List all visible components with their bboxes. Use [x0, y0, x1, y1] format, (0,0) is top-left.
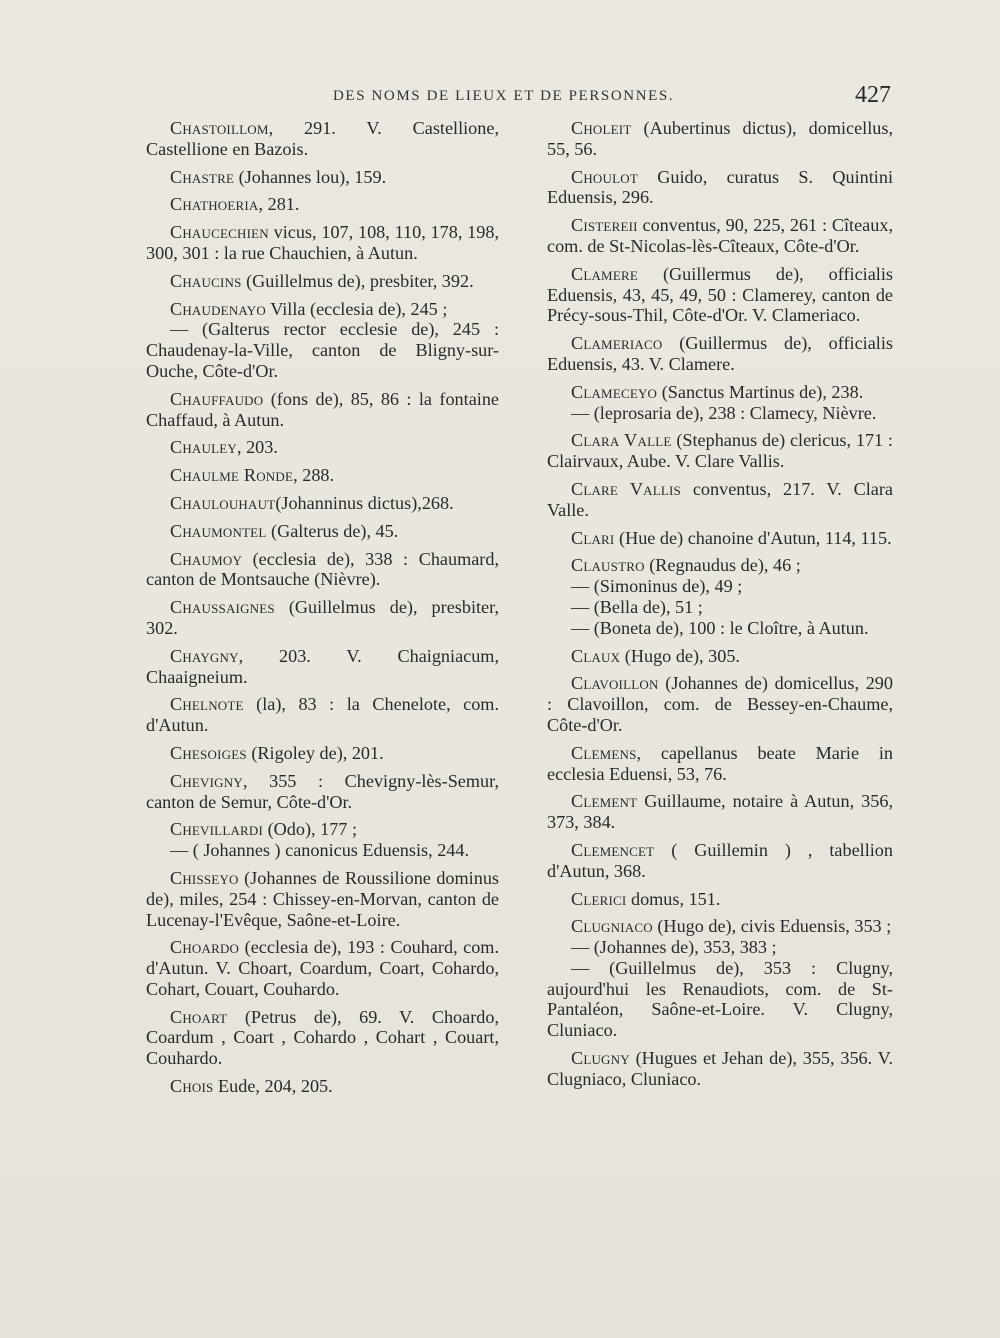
entry-headword: Clamere	[571, 263, 638, 284]
entry-text: (Sanctus Martinus de), 238.	[657, 381, 864, 402]
index-entry	[547, 597, 893, 618]
index-entry	[547, 889, 893, 910]
entry-headword: Chastoillom	[170, 118, 269, 138]
entry-headword: Clement	[571, 791, 638, 812]
entry-text: (Guillermus de), officialis Eduensis, 43, 45, 49, 50 : Clamerey, canton de Précy-sous-Thil, Côte-d'Or. V. Clameriaco.	[547, 263, 893, 326]
entry-text: (Johannes de Roussilione dominus de), miles, 254 : Chissey-en-Morvan, canton de Lucenay-l'Evêque, Saône-et-Loire.	[146, 867, 499, 930]
entry-text: — (Boneta de), 100 : le Cloître, à Autun.	[571, 617, 869, 638]
index-entry	[146, 299, 499, 320]
entry-headword: Chaygny	[170, 645, 239, 666]
index-entry	[146, 389, 499, 431]
index-entry	[547, 555, 893, 576]
index-entry	[146, 937, 499, 999]
entry-headword: Choart	[170, 1006, 228, 1027]
entry-text: (Johannes de) domicellus, 290 : Clavoillon, com. de Bessey-en-Chaume, Côte-d'Or.	[547, 673, 893, 735]
entry-headword: Chevillardi	[170, 819, 264, 840]
entry-text: (Galterus de), 45.	[266, 520, 399, 541]
entry-headword: Chaumontel	[170, 520, 267, 541]
index-entry	[547, 403, 893, 424]
entry-text: (ecclesia de), 338 : Chaumard, canton de Montsauche (Nièvre).	[146, 548, 499, 590]
entry-text: — (Simoninus de), 49 ;	[571, 576, 743, 597]
entry-headword: Chaucechien	[170, 222, 269, 243]
entry-text: — (Bella de), 51 ;	[571, 596, 703, 617]
index-entry	[146, 194, 499, 215]
entry-headword: Chaulouhaut	[170, 492, 276, 513]
index-entry	[146, 271, 499, 292]
index-entry	[547, 167, 893, 209]
index-entry	[547, 264, 893, 326]
index-entry	[547, 791, 893, 833]
index-entry	[547, 382, 893, 403]
index-entry	[146, 319, 499, 381]
index-entry	[547, 576, 893, 597]
index-entry	[146, 1007, 499, 1069]
entry-text: (Hugo de), civis Eduensis, 353 ;	[652, 916, 892, 937]
entry-text: (Johannes lou), 159.	[234, 166, 387, 187]
entry-text: (Stephanus de) clericus, 171 : Clairvaux, Aube. V. Clare Vallis.	[547, 430, 893, 472]
index-entry	[146, 771, 499, 813]
running-header	[0, 82, 1000, 110]
index-entry	[547, 333, 893, 375]
index-entry	[547, 1048, 893, 1090]
index-entry	[547, 430, 893, 472]
entry-text: (Hugo de), 305.	[620, 645, 740, 666]
entry-headword: Chaumoy	[170, 548, 243, 569]
entry-text: Villa (ecclesia de), 245 ;	[265, 298, 448, 319]
entry-headword: Chathoeria	[170, 194, 259, 215]
entry-text: (fons de), 85, 86 : la fontaine Chaffaud, à Autun.	[146, 388, 499, 430]
entry-text: Guillaume, notaire à Autun, 356, 373, 384.	[547, 791, 893, 833]
index-entry	[146, 549, 499, 591]
entry-text: (Odo), 177 ;	[263, 819, 358, 840]
entry-headword: Clameriaco	[571, 333, 663, 354]
entry-headword: Claux	[571, 645, 621, 666]
entry-text: (la), 83 : la Chenelote, com. d'Autun.	[146, 694, 499, 736]
entry-text: conventus, 90, 225, 261 : Cîteaux, com. de St-Nicolas-lès-Cîteaux, Côte-d'Or.	[547, 215, 893, 256]
running-title: DES NOMS DE LIEUX ET DE PERSONNES.	[333, 88, 675, 104]
entry-headword: Clugniaco	[571, 916, 653, 937]
entry-headword: Chaucins	[170, 270, 242, 291]
entry-headword: Chesoiges	[170, 742, 247, 763]
entry-headword: Clemencet	[571, 839, 655, 860]
entry-headword: Clavoillon	[571, 673, 659, 694]
entry-text: — (Guillelmus de), 353 : Clugny, aujourd'hui les Renaudiots, com. de St-Pantaléon, Saône-et-Loire. V. Clugny, Cluniaco.	[547, 957, 893, 1041]
entry-text: conventus, 217. V. Clara Valle.	[547, 478, 893, 520]
index-entry	[146, 819, 499, 840]
entry-headword: Clameceyo	[571, 381, 658, 402]
entry-headword: Chaulme Ronde	[170, 465, 294, 486]
entry-headword: Clare Vallis	[571, 478, 681, 499]
entry-text: , capellanus beate Marie in ecclesia Eduensi, 53, 76.	[547, 742, 893, 784]
entry-text: Eude, 204, 205.	[213, 1076, 333, 1097]
entry-text: , 203.	[236, 437, 278, 458]
index-entry	[146, 167, 499, 188]
entry-text: (Guillelmus de), presbiter, 392.	[241, 270, 474, 291]
entry-text: Guido, curatus S. Quintini Eduensis, 296.	[547, 166, 893, 208]
page-number: 427	[855, 82, 891, 108]
index-entry	[146, 694, 499, 736]
entry-headword: Clerici	[571, 888, 627, 909]
index-entry	[146, 118, 499, 160]
entry-text: — (leprosaria de), 238 : Clamecy, Nièvre.	[571, 402, 877, 423]
index-entry	[146, 840, 499, 861]
index-entry	[547, 937, 893, 958]
entry-headword: Clemens	[571, 742, 637, 763]
index-entry	[547, 618, 893, 639]
index-entry	[146, 646, 499, 688]
entry-headword: Clari	[571, 527, 615, 548]
entry-headword: Chelnote	[170, 694, 244, 715]
index-entry	[547, 646, 893, 667]
entry-headword: Chevigny	[170, 770, 243, 791]
entry-text: (ecclesia de), 193 : Couhard, com. d'Autun. V. Choart, Coardum, Coart, Cohardo, Cohart, Couart, Couhardo.	[146, 937, 499, 999]
entry-text: (Guillelmus de), presbiter, 302.	[146, 597, 499, 638]
index-entry	[547, 479, 893, 521]
entry-text: , 281.	[258, 194, 300, 215]
entry-text: , 291. V. Castellione, Castellione en Bazois.	[146, 118, 499, 159]
index-entry	[547, 743, 893, 785]
entry-text: , 355 : Chevigny-lès-Semur, canton de Semur, Côte-d'Or.	[146, 770, 499, 812]
entry-text: — (Johannes de), 353, 383 ;	[571, 937, 777, 958]
index-entry	[146, 743, 499, 764]
entry-text: , 288.	[293, 465, 335, 486]
index-entry	[146, 493, 499, 514]
entry-text: (Rigoley de), 201.	[246, 742, 384, 763]
entry-headword: Chaussaignes	[170, 597, 275, 618]
index-entry	[547, 118, 893, 160]
entry-text: (Johanninus dictus),268.	[275, 492, 454, 513]
entry-text: (Guillermus de), officialis Eduensis, 43. V. Clamere.	[547, 333, 893, 374]
entry-headword: Choulot	[571, 166, 638, 187]
entry-text: (Petrus de), 69. V. Choardo, Coardum , Coart , Cohardo , Cohart , Couart, Couhardo.	[146, 1006, 499, 1069]
entry-headword: Chois	[170, 1076, 214, 1097]
index-entry	[547, 215, 893, 257]
index-entry	[146, 437, 499, 458]
right-column	[547, 118, 893, 1097]
index-entry	[146, 597, 499, 639]
index-entry	[547, 958, 893, 1041]
entry-headword: Clugny	[571, 1048, 630, 1069]
entry-text: (Hugues et Jehan de), 355, 356. V. Clugniaco, Cluniaco.	[547, 1048, 893, 1089]
entry-text: (Regnaudus de), 46 ;	[644, 555, 801, 576]
entry-headword: Chisseyo	[170, 867, 239, 888]
entry-headword: Chauley	[170, 437, 237, 458]
index-entry	[547, 673, 893, 735]
entry-headword: Chauffaudo	[170, 388, 264, 409]
index-entry	[547, 840, 893, 882]
entry-headword: Choleit	[571, 118, 632, 138]
entry-text: (Hue de) chanoine d'Autun, 114, 115.	[614, 527, 892, 548]
index-entry	[146, 465, 499, 486]
entry-headword: Clara Valle	[571, 430, 672, 451]
entry-headword: Claustro	[571, 555, 645, 576]
index-entry	[547, 916, 893, 937]
entry-headword: Choardo	[170, 937, 240, 958]
entry-text: (Aubertinus dictus), domicellus, 55, 56.	[547, 118, 893, 159]
entry-text: — (Galterus rector ecclesie de), 245 : Chaudenay-la-Ville, canton de Bligny-sur-Ouche, Côte-d'Or.	[146, 319, 499, 381]
index-entry	[547, 528, 893, 549]
entry-headword: Chaudenayo	[170, 298, 266, 319]
entry-headword: Chastre	[170, 166, 235, 187]
entry-text: vicus, 107, 108, 110, 178, 198, 300, 301 : la rue Chauchien, à Autun.	[146, 222, 499, 263]
entry-text: , 203. V. Chaigniacum, Chaaigneium.	[146, 645, 499, 687]
index-entry	[146, 868, 499, 930]
index-entry	[146, 222, 499, 264]
index-entry	[146, 521, 499, 542]
index-entry	[146, 1076, 499, 1097]
entry-text: domus, 151.	[626, 888, 721, 909]
left-column	[146, 118, 499, 1104]
entry-headword: Cistereii	[571, 215, 638, 236]
entry-text: ( Guillemin ) , tabellion d'Autun, 368.	[547, 839, 893, 881]
entry-text: — ( Johannes ) canonicus Eduensis, 244.	[170, 840, 470, 861]
